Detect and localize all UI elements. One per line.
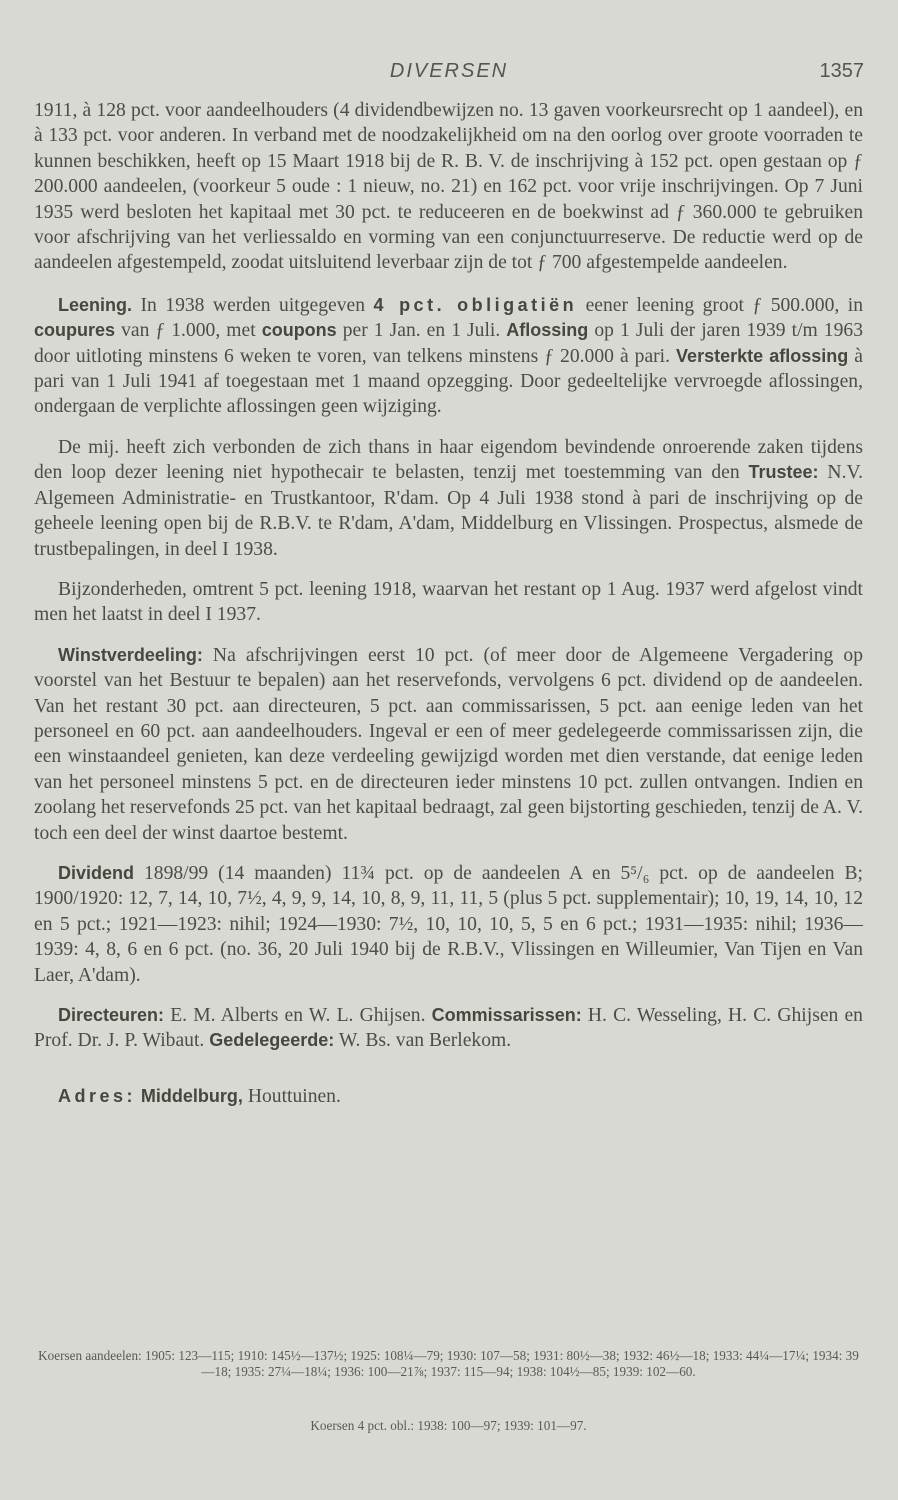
label-commissarissen: Commissarissen: bbox=[431, 1005, 582, 1025]
label-coupons: coupons bbox=[261, 320, 337, 341]
label-gedelegeerde: Gedelegeerde: bbox=[209, 1030, 335, 1051]
paragraph-trustee: De mij. heeft zich verbonden de zich thans in haar eigendom bevindende onroerende zaken tijdens den loop dezer leening niet hypothecair te belasten, tenzij met toestemming van den Trustee: N.V. Algemeen Administratie- en Trustkantoor, R'dam. Op 4 Juli 1938 stond à pari de inschrijving op de geheele leening open bij de R.B.V. te R'dam, A'dam, Middelburg en Vlissingen. Prospectus, alsmede de trustbepalingen, in deel I 1938. bbox=[34, 436, 864, 560]
running-title: DIVERSEN bbox=[389, 60, 509, 82]
label-winstverdeeling: Winstverdeeling: bbox=[58, 644, 203, 665]
label-dividend: Dividend bbox=[58, 862, 135, 883]
label-aflossing: Aflossing bbox=[506, 320, 589, 341]
label-coupures: coupures bbox=[34, 320, 116, 341]
paragraph-directie: Directeuren: E. M. Alberts en W. L. Ghijsen. Commissarissen: H. C. Wesseling, H. C. Ghijsen en Prof. Dr. J. P. Wibaut. Gedelegeerde: W. Bs. van Berlekom. bbox=[34, 1005, 863, 1052]
body-text bbox=[34, 98, 863, 1124]
label-adres: Adres: bbox=[58, 1085, 137, 1106]
label-leening: Leening. bbox=[58, 294, 133, 315]
paragraph-capital-history: 1911, à 128 pct. voor aandeelhouders (4 dividendbewijzen no. 13 gaven voorkeursrecht op 1 aandeel), en à 133 pct. voor anderen. In verband met de noodzakelijkheid om na den oorlog over groote voorraden te kunnen beschikken, heeft op 15 Maart 1918 bij de R. B. V. de inschrijving à 152 pct. open gestaan op ƒ 200.000 aandeelen, (voorkeur 5 oude : 1 nieuw, no. 21) en 162 pct. voor vrije inschrijvingen. Op 7 Juni 1935 werd besloten het kapitaal met 30 pct. te reduceeren en de boekwinst ad ƒ 360.000 te gebruiken voor afschrijving van het verliessaldo en vorming van een conjunctuurreserve. De reductie werd op de aandeelen afgestempeld, zoodat uitsluitend leverbaar zijn de tot ƒ 700 afgestempelde aandeelen. bbox=[34, 100, 863, 274]
page-number: 1357 bbox=[819, 60, 864, 82]
paragraph-adres: Adres: Middelburg, Houttuinen. bbox=[58, 1085, 341, 1107]
label-trustee: Trustee: bbox=[748, 462, 819, 483]
label-versterkte-aflossing: Versterkte aflossing bbox=[676, 345, 849, 366]
address-city: Middelburg, bbox=[140, 1085, 243, 1106]
obligatien-term: 4 pct. obligatiën bbox=[373, 294, 578, 315]
paragraph-bijzonderheden: Bijzonderheden, omtrent 5 pct. leening 1918, waarvan het restant op 1 Aug. 1937 werd afgelost vindt men het laatst in deel I 1937. bbox=[34, 578, 863, 626]
paragraph-leening: Leening. In 1938 werden uitgegeven 4 pct. obligatiën eener leening groot ƒ 500.000, in coupures van ƒ 1.000, met coupons per 1 Jan. en 1 Juli. Aflossing op 1 Juli der jaren 1939 t/m 1963 door uitloting minstens 6 weken te voren, van telkens minstens ƒ 20.000 à pari. Versterkte aflossing à pari van 1 Juli 1941 af toegestaan met 1 maand opzegging. Door gedeeltelijke vervroegde aflossingen, ondergaan de verplichte aflossingen geen wijziging. bbox=[34, 294, 863, 418]
paragraph-dividend: Dividend 1898/99 (14 maanden) 11¾ pct. op de aandeelen A en 5⁵/₆ pct. op de aandeelen B; 1900/1920: 12, 7, 14, 10, 7½, 4, 9, 9, 14, 10, 8, 9, 11, 11, 5 (plus 5 pct. supplementair); 10, 19, 14, 10, 12 en 5 pct.; 1921—1923: nihil; 1924—1930: 7½, 10, 10, 10, 5, 5 en 6 pct.; 1931—1935: nihil; 1936—1939: 4, 8, 6 en 6 pct. (no. 36, 20 Juli 1940 bij de R.B.V., Vlissingen en Willeumier, Van Tijen en Van Laer, A'dam). bbox=[34, 862, 863, 986]
paragraph-winstverdeeling: Winstverdeeling: Na afschrijvingen eerst 10 pct. (of meer door de Algemeene Vergadering op voorstel van het Bestuur te bepalen) aan het reservefonds, vervolgens 6 pct. dividend op de aandeelen. Van het restant 30 pct. aan directeuren, 5 pct. aan commissarissen, 5 pct. aan eenige leden van het personeel en 60 pct. aan aandeelhouders. Ingeval er een of meer gedelegeerde commissarissen zijn, die een winstaandeel genieten, kan deze verdeeling gewijzigd worden met dien verstande, dat eenige leden van het personeel minstens 5 pct. en de directeuren ieder minstens 10 pct. zullen ontvangen. Indien en zoolang het reservefonds 25 pct. van het kapitaal bedraagt, zal geen bijstorting geschieden, tenzij de A. V. toch een deel der winst daartoe bestemt. bbox=[34, 644, 863, 844]
footnote-koersen-aandeelen: Koersen aandeelen: 1905: 123—115; 1910: 145½—137½; 1925: 108¼—79; 1930: 107—58; 1931: 80½—38; 1932: 46½—18; 1933: 44¼—17¼; 1934: 39—18; 1935: 27¼—18¼; 1936: 100—21⅞; 1937: 115—94; 1938: 104½—85; 1939: 102—60. bbox=[38, 1348, 859, 1379]
label-directeuren: Directeuren: bbox=[58, 1005, 165, 1025]
page-header bbox=[34, 60, 864, 90]
footnote-koersen-obligaties: Koersen 4 pct. obl.: 1938: 100—97; 1939: 101—97. bbox=[310, 1418, 587, 1433]
